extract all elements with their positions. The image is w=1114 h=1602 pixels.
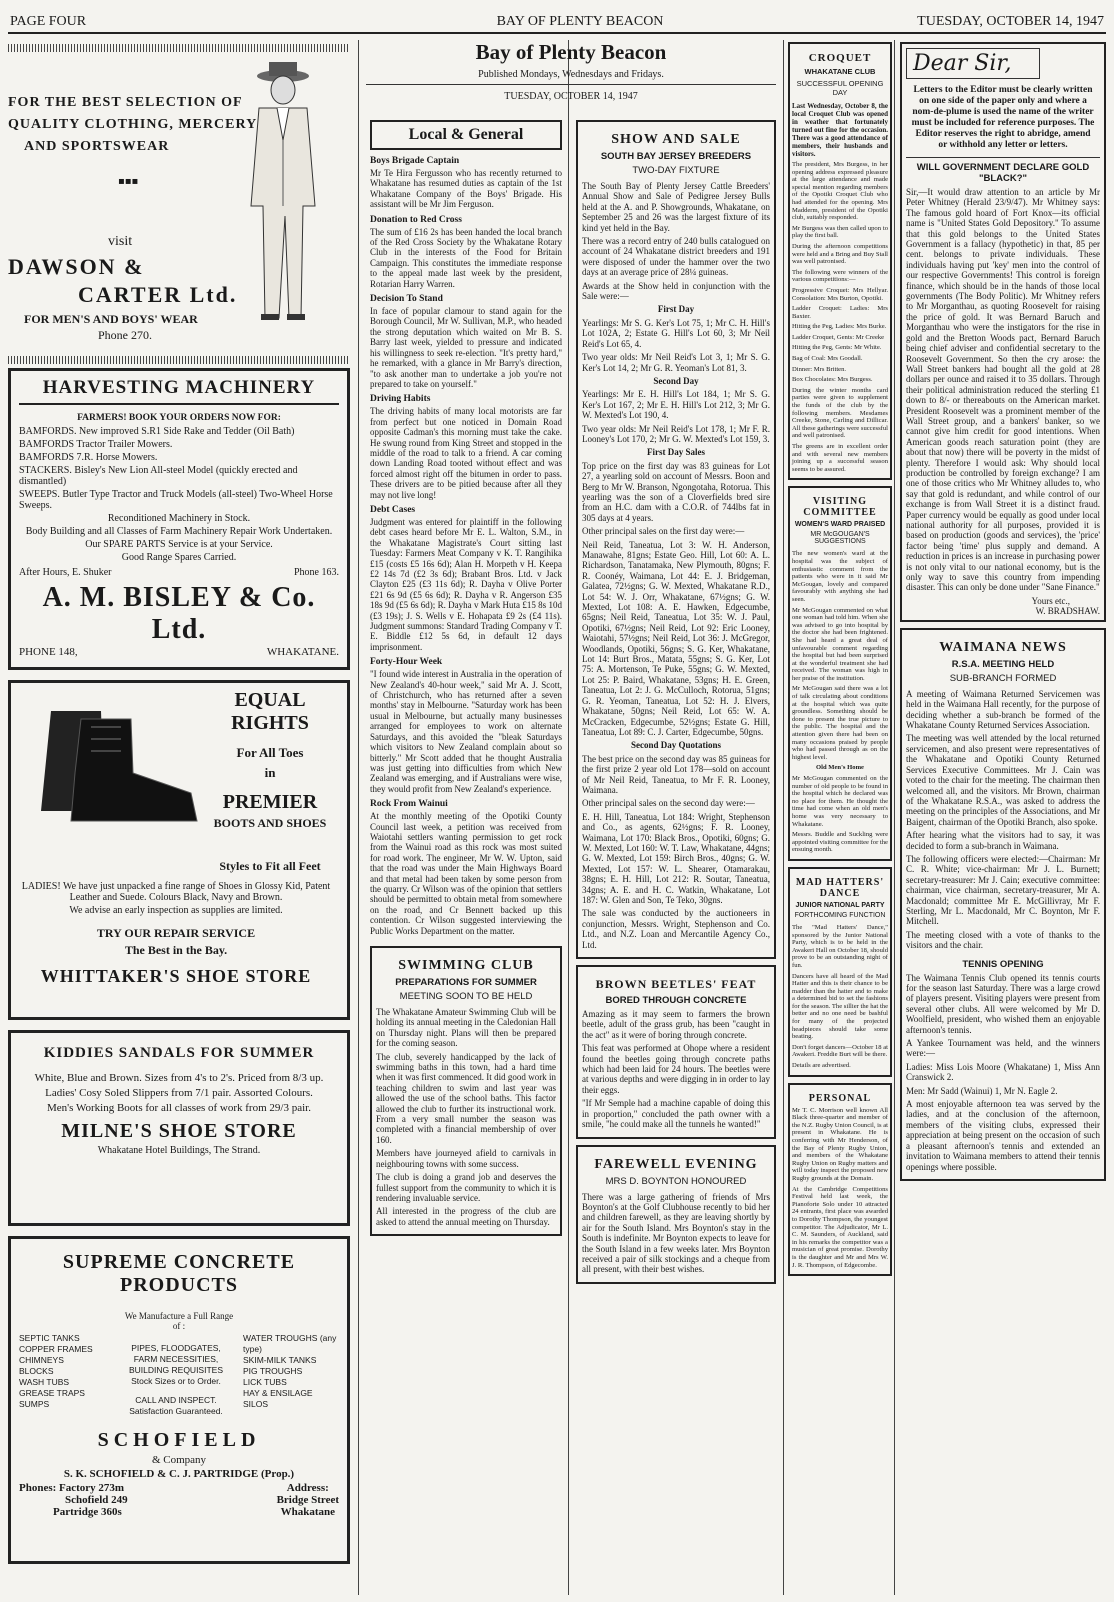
paragraph: There was a large gathering of friends of Mrs Boynton's at the Golf Clubhouse recently to bid her and children farewell, as they are leaving shortly by air for the South Island. Mrs Boynton's stay in the South is indefinite. Mr Boynton expects to leave for the South Island in a few weeks later. Mrs Boynton received a pair of silk stockings and a cheque from all present, with their best wishes. xyxy=(582,1191,770,1275)
item-text: Mr Te Hira Fergusson who has recently returned to Whakatane has resumed duties as captain of the 1st Whakatane Company of the Boys' Brigade. His assistant will be Mr Jim Ferguson. xyxy=(370,168,562,210)
paragraph: Neil Reid, Taneatua, Lot 3: W. H. Anderson, Manawahe, 81gns; Estate Geo. Hill, Lot 60: A. L. Richardson, Tanatamaka, New Plymouth, 80gns; F. R. Coonéy, Waimana, Lot 44: E. J. Bridgeman, Galatea, 72½gns; G. W. Mexted, Whakatane R.D., Lot 54: W. J. Orr, Whakatane, 67½gns; G. W. Mexted, Lot 108: A. E. Hawken, Edgecumbe, 65gns; Neil Reid, Taneatua, Lot 35: W. J. Paul, Opotiki, 67½gns; Neil Reid, Lot 92: Eric Looney, Waiotahi, 57½gns; Neil Reid, Lot 36: J. McGregor, Woodlands, Opotiki, 56gns; S. G. Ker, Whakatane, Lot 14: Burt Bros., Matata, 55gns; S. G. Ker, Lot 75: A. Mortenson, Te Puke, 55gns; G. W. Mexted, Lot 25: P. Baird, Whakatane, 53gns; H. E. Green, Taneatua, Lot 2: J. G. McCulloch, Rotorua, 51gns; G. R. Yeoman, Taneatua, Lot 52: H. J. Elvers, Whakatane, 50gns; Neil Reid, Lot 65: W. A. McCracken, Edgecumbe, 52½gns; Estate G. Hill, Taneatua, Lot 89: C. J. Carter, Edgecumbe, 50gns. xyxy=(582,539,770,737)
ad-title: HARVESTING MACHINERY xyxy=(19,377,339,405)
advise-text: We advise an early inspection as supplies are limited. xyxy=(69,905,283,916)
letter-title: WILL GOVERNMENT DECLARE GOLD "BLACK?" xyxy=(906,157,1100,184)
page-header xyxy=(0,0,1114,30)
paragraph: The following were winners of the various competitions:— xyxy=(792,268,888,284)
schofield-name: SCHOFIELD xyxy=(97,1429,261,1451)
schofield-title: SUPREME CONCRETE xyxy=(62,1251,296,1273)
item-text: Judgment was entered for plaintiff in the following debt cases heard before Mr E. L. Walton, S.M., in the Whakatane Magistrate's Court sitting last Tuesday: Farmers Meat Company v K. T. Rangihika £15 (costs £5 16s 6d); Alan H. Morpeth v H. Keepa £2 14s 7d (£2 3s 6d); Brabant Bros. Ltd. v Jack Clayton £25 (£3 11s 6d); R. Dayha v Olive Porter £21 6s 9d (£5 6s 6d); R. Dayha v R. Angerson £35 18s 9d (£5 6s 6d); R. Dayha v Mark Huta £15 8s 10d (£3 19s); J. S. Wells v E. Hohapata £9 2s (£4 11s). Judgment summons: Standard Trading Company v T. E. Biddle £12 5s 6d, in default 12 days imprisonment. xyxy=(370,516,562,652)
paragraph: The meeting was well attended by the local returned servicemen, and also present were representatives of the Whakatane and Opotiki County Returned Services Executive Committees. Mr J. Cain was voted to the chair for the meeting. The chairman then welcomed all, and the visitors. Mr Brown, chairman of the Whakatane R.S.A., was asked to address the meeting on the principles of the Associations, and Mr Baigent, chairman of the Opotiki Branch, also spoke. xyxy=(906,733,1100,827)
letters-notice: Letters to the Editor must be clearly written on one side of the paper only and where a nom-de-plume is used the name of the writer must be included for reference purposes. The Editor reserves the right to abridge, amend or withhold any letter or letters. xyxy=(911,85,1095,150)
tennis-body xyxy=(906,973,1100,1172)
show-body xyxy=(582,181,770,950)
premier-text: PREMIER xyxy=(222,791,318,813)
item-heading: Driving Habits xyxy=(370,394,431,405)
dawson-name: DAWSON & xyxy=(8,254,145,279)
paragraph: During the afternoon competitions were held and a Bring and Buy Stall was well patronised. xyxy=(792,242,888,266)
paragraph: First Day Sales xyxy=(647,447,705,458)
section-subtitle: R.S.A. MEETING HELD xyxy=(951,658,1055,670)
paragraph: Yearlings: Mr E. H. Hill's Lot 184, 1; Mr S. G. Ker's Lot 167, 2; Mr E. H. Hill's Lot 212, 3; Mr G. W. Mexted's Lot 190, 4. xyxy=(582,389,770,421)
local-general-title: Local & General xyxy=(408,126,524,143)
call-inspect: CALL AND INSPECT. xyxy=(135,1395,217,1405)
waimana-section xyxy=(900,628,1106,1181)
item-heading: Rock From Wainui xyxy=(370,799,448,810)
product-item: FARM NECESSITIES, xyxy=(133,1354,219,1364)
section-subtitle: TWO-DAY FIXTURE xyxy=(632,165,720,176)
local-column xyxy=(370,118,562,1595)
section-subtitle: SUCCESSFUL OPENING DAY xyxy=(796,79,884,97)
letter-sign: Yours etc., xyxy=(1031,595,1070,606)
paragraph: During the winter months card parties were given to supplement the funds of the club by the following members. Mesdames Creeke, Stone, Carling and Dillicar. All these gatherings were successful and well patronised. xyxy=(792,386,888,440)
farewell-section xyxy=(576,1145,776,1284)
paragraph: Ladies: Miss Lois Moore (Whakatane) 1, Miss Ann Cranswick 2. xyxy=(906,1061,1100,1083)
section-subtitle: FORTHCOMING FUNCTION xyxy=(794,911,886,919)
item-heading: Decision To Stand xyxy=(370,294,443,305)
paragraph: The new women's ward at the hospital was the subject of enthusiastic comment from the patients who were in it said Mr McGougan, lovely and compared favourably with anything she had seen. xyxy=(792,550,888,603)
ad-milne xyxy=(8,1030,350,1226)
ad-lead: FARMERS! BOOK YOUR ORDERS NOW FOR: xyxy=(77,413,281,423)
milne-line: White, Blue and Brown. Sizes from 4's to 2's. Priced from 8/3 up. xyxy=(34,1072,324,1084)
section-title: CROQUET xyxy=(808,52,872,64)
farewell-body xyxy=(582,1192,770,1275)
swimming-body xyxy=(376,1007,556,1227)
paragraph: The following officers were elected:—Chairman: Mr C. R. White; vice-chairman: Mr J. L. Burnett; secretary-treasurer: Mr J. Cain; executive committee: chairman, vice chairman, secretary-treasurer, Mr A. Macdonald; committee Mr E. McGillivray, Mr F. Sterling, Mr L. Macdonald, Mr C. Boynton, Mr F. Mitchell. xyxy=(906,853,1100,927)
croquet-body xyxy=(792,161,888,473)
paragraph: Dancers have all heard of the Mad Hatter and this is their chance to be madder than the hatter and to make a determined bid to set the fashions for the season. The sillier the hat the better and no one need be bashful for many of the projected headpieces should take some beating. xyxy=(792,972,888,1041)
paragraph: Hitting the Peg, Gents: Mr White. xyxy=(792,344,882,352)
section-title: MAD HATTERS' DANCE xyxy=(795,876,885,899)
column-rule xyxy=(358,40,359,1595)
show-sale-section xyxy=(576,120,776,959)
schofield-address: Address: xyxy=(286,1482,329,1494)
section-subtitle: BORED THROUGH CONCRETE xyxy=(605,995,747,1007)
croquet-section xyxy=(788,42,892,480)
item-text: "I found wide interest in Australia in the operation of New Zealand's 40-hour week," said Mr A. J. Scott, of Christchurch, who has returned after a seven months' stay in Melbourne. "Saturday work has been usual in Melbourne, but actually many businesses arranged for employees to work on alternate Saturdays, and this avoided the "bleak Saturdays which visitors to New Zealand complain about so bitterly." Mr Scott added that he thought Australia was just getting into difficulties from which New Zealand was emerging, and if Australians were wise, they would profit from New Zealand's experience. xyxy=(370,669,562,794)
boots-illustration xyxy=(21,701,201,831)
hatch-rule xyxy=(8,44,350,52)
dots-ornament: ▪▪▪ xyxy=(118,176,139,187)
paragraph: Two year olds: Mr Neil Reid's Lot 178, 1; Mr F. R. Looney's Lot 170, 2; Mr G. W. Mexted's Lot 159, 3. xyxy=(582,423,770,444)
ad-dawson-carter xyxy=(8,56,350,342)
paragraph: Mr Burgess was then called upon to play the first ball. xyxy=(792,224,888,240)
schofield-manufacture: We Manufacture a Full Range of : xyxy=(124,1311,234,1331)
product-item: HAY & ENSILAGE SILOS xyxy=(243,1388,313,1409)
paragraph: Details are advertised. xyxy=(792,1062,851,1070)
section-title: WAIMANA NEWS xyxy=(939,639,1067,655)
schofield-phone: Phones: Factory 273m xyxy=(19,1482,125,1494)
visit-label: visit xyxy=(108,234,133,249)
madhatters-section xyxy=(788,867,892,1077)
section-subtitle: SUB-BRANCH FORMED xyxy=(949,672,1057,684)
product-item: WASH TUBS xyxy=(19,1377,70,1387)
ladies-text: LADIES! We have just unpacked a fine range of Shoes in Glossy Kid, Patent Leather and Suede. Colours Black, Navy and Brown. xyxy=(21,881,331,903)
swimming-section xyxy=(370,946,562,1236)
satisfaction: Satisfaction Guaranteed. xyxy=(129,1406,223,1416)
paragraph: Hitting the Peg, Ladies: Mrs Burke. xyxy=(792,323,887,331)
styles-text: Styles to Fit all Feet xyxy=(219,859,321,873)
ad-item: BAMFORDS Tractor Trailer Mowers. xyxy=(19,439,173,450)
beetles-body xyxy=(582,1009,770,1129)
personal-body xyxy=(792,1107,888,1269)
paragraph: At the Cambridge Competitions Festival held last week, the Pianoforte Solo under 10 attracted 24 entrants, first place was awarded to Dorothy Thompson, the youngest competitor. The Adjudicator, Mr L. C. M. Saunders, of Auckland, said in his remarks the competitor was a musician of great promise. Dorothy is the daughter and Mr and Mrs W. J. R. Thompson, of Edgecombe. xyxy=(792,1185,888,1269)
schofield-address: Whakatane xyxy=(280,1506,335,1518)
section-subtitle: JUNIOR NATIONAL PARTY xyxy=(795,901,885,909)
boots-text: BOOTS AND SHOES xyxy=(213,816,327,830)
page-date: TUESDAY, OCTOBER 14, 1947 xyxy=(917,14,1104,29)
paragraph: The club, severely handicapped by the lack of swimming baths in this town, had a hard time when it was first commenced. It did good work in teaching children to swim and last year was allowed the use of the school baths. This factor allowed the club to further its instructional work. From a very small number the season was completed with a financial membership of over 160. xyxy=(376,1051,556,1145)
product-item: Stock Sizes or to Order. xyxy=(131,1376,221,1386)
paragraph: The greens are in excellent order and with several new members joining up a successful season seems to be assured. xyxy=(792,443,888,473)
paper-name: BAY OF PLENTY BEACON xyxy=(496,14,664,29)
section-title: SHOW AND SALE xyxy=(611,132,741,147)
item-heading: Boys Brigade Captain xyxy=(370,156,460,166)
paragraph: The club is doing a grand job and deserves the fullest support from the community to which it is rendering invaluable service. xyxy=(376,1172,556,1203)
product-item: BUILDING REQUISITES xyxy=(129,1365,223,1375)
ad-line: QUALITY CLOTHING, MERCERY xyxy=(8,117,258,132)
paragraph: A Yankee Tournament was held, and the winners were:— xyxy=(906,1038,1100,1059)
paragraph: Amazing as it may seem to farmers the brown beetle, adult of the grass grub, has been "caught in the act" as it were of boring through concrete. xyxy=(582,1009,770,1040)
paragraph: Mr T. C. Morrison well known All Black three-quarter and member of the N.Z. Rugby Union Council, is at present in Whakatane. He is conferring with Mr Henderson, of the Bay of Plenty Rugby Union, and members of the Whakatane Rugby Union on Rugby matters and will today inspect the proposed new Rugby grounds at the Domain. xyxy=(792,1106,888,1182)
show-column xyxy=(576,118,776,1595)
paragraph: This feat was performed at Ohope where a resident found the beetles going through concrete paths which had been laid for 24 hours. The beetles were at various depths and were digging in in order to lay their eggs. xyxy=(582,1043,770,1095)
carter-name: CARTER Ltd. xyxy=(78,282,238,307)
paragraph: Old Men's Home xyxy=(816,764,864,772)
section-subtitle: MRS D. BOYNTON HONOURED xyxy=(605,1175,747,1187)
column-rule xyxy=(894,40,895,1595)
item-heading: Debt Cases xyxy=(370,504,416,515)
section-subtitle: WOMEN'S WARD PRAISED xyxy=(794,521,886,529)
milne-address: Whakatane Hotel Buildings, The Strand. xyxy=(97,1145,261,1156)
paragraph: A most enjoyable afternoon tea was served by the ladies, and at the conclusion of the afternoon, members of the visiting clubs, expressed their appreciation at being present on the occasion of such a pleasant afternoon's tennis and extended an invitation to Waimana members to attend their tennis openings where possible. xyxy=(906,1099,1100,1172)
paragraph: Dinner: Mrs Britten. xyxy=(792,365,847,373)
item-heading: Forty-Hour Week xyxy=(370,657,443,668)
dear-sir-logo: Dear Sir, xyxy=(906,48,1040,79)
masthead-title: Bay of Plenty Beacon xyxy=(475,40,667,64)
product-item: BLOCKS xyxy=(19,1366,54,1376)
rights-text: RIGHTS xyxy=(231,712,309,734)
ad-whittaker xyxy=(8,680,350,1020)
visiting-body xyxy=(792,550,888,854)
paragraph: The meeting closed with a vote of thanks to the visitors and the chair. xyxy=(906,929,1100,951)
paragraph: The Whakatane Amateur Swimming Club will be holding its annual meeting in the Caledonian Hall on Thursday night. Plans will then be prepared for the coming season. xyxy=(376,1007,556,1049)
paragraph: Progressive Croquet: Mrs Hellyar. Consolation: Mrs Burton, Opotiki. xyxy=(792,286,888,302)
product-item: PIG TROUGHS xyxy=(243,1366,303,1376)
product-item: PIPES, FLOODGATES, xyxy=(131,1343,221,1353)
paragraph: Box Chocolates: Mrs Burgess. xyxy=(792,376,873,384)
croquet-lead: Last Wednesday, October 8, the local Croquet Club was opened in weather that fortunately turned out fine for the occasion. There was a good attendance of members, their husbands and visitors. xyxy=(792,102,888,158)
masthead xyxy=(366,40,776,102)
section-title: BROWN BEETLES' FEAT xyxy=(595,977,757,992)
ad-schofield xyxy=(8,1236,350,1564)
paragraph: After hearing what the visitors had to say, it was decided to form a sub-branch in Waimana. xyxy=(906,830,1100,851)
paragraph: The president, Mrs Burgess, in her opening address expressed pleasure at the large attendance and made special mention regarding members of the Opotiki Croquet Club who had attended for the opening. Mrs Madderm, president of the Opotiki club, suitably responded. xyxy=(792,161,888,222)
paragraph: The Waimana Tennis Club opened its tennis courts for the season last Saturday. There was a large crowd of players present. Visiting players were present from several other clubs. All were welcomed by Mr D. Woolfield, president, who wished them an enjoyable afternoon's tennis. xyxy=(906,972,1100,1035)
repair-text: TRY OUR REPAIR SERVICE xyxy=(96,926,256,940)
ad-item: SWEEPS. Butler Type Tractor and Truck Models (all-steel) Two-Wheel Horse Sweeps. xyxy=(19,489,333,511)
ad-line: AND SPORTSWEAR xyxy=(24,139,170,154)
personal-section xyxy=(788,1083,892,1276)
paragraph: Mr McGougan said there was a lot of talk circulating about conditions at the hospital which was quite groundless. Something should be done to present the true picture to the public. The hospital and the attention given there had been on many occasions praised by people who had passed through as on the highest level. xyxy=(792,685,888,761)
ad-item: Body Building and all Classes of Farm Machinery Repair Work Undertaken. xyxy=(25,526,333,537)
paragraph: All interested in the progress of the club are asked to attend the annual meeting on Thursday. xyxy=(376,1206,556,1227)
page-number: PAGE FOUR xyxy=(10,14,87,29)
ad-item: BAMFORDS. New improved S.R1 Side Rake and Tedder (Oil Bath) xyxy=(19,426,295,437)
paragraph: There was a record entry of 240 bulls catalogued on account of 24 Whakatane district breeders and 191 were disposed of under the hammer over the two days at an average price of 28¼ guineas. xyxy=(582,236,770,278)
paragraph: Messrs. Buddle and Suckling were appointed visiting committee for the ensuing month. xyxy=(792,831,888,854)
beetles-section xyxy=(576,965,776,1138)
ad-item: Reconditioned Machinery in Stock. xyxy=(107,513,251,524)
item-text: The sum of £16 2s has been handed the local branch of the Red Cross Society by the Whakatane Rotary Club in the interests of the Food for Britain Campaign. This constitutes the immediate response to the appeal made last week by the president, Rotarian Harry Warren. xyxy=(370,226,562,289)
paragraph: "If Mr Semple had a machine capable of doing this in proportion," concluded the path owner with a smile, "he could make all the tunnels he wanted!" xyxy=(582,1098,770,1130)
paragraph: Mr McGougan commented on the number of old people to be found in the hospital which he declared was no place for them. He thought the time had come when an old men's home was very necessary to Whakatane. xyxy=(792,775,888,828)
letter-sign: W. BRADSHAW. xyxy=(1035,605,1100,616)
masthead-date: TUESDAY, OCTOBER 14, 1947 xyxy=(504,91,638,102)
paragraph: Members have journeyed afield to carnivals in neighbouring towns with some success. xyxy=(376,1148,556,1169)
section-title: FAREWELL EVENING xyxy=(594,1156,758,1172)
section-title: VISITING COMMITTEE xyxy=(803,496,877,519)
ad-line: FOR THE BEST SELECTION OF xyxy=(8,95,243,110)
milne-name: MILNE'S SHOE STORE xyxy=(61,1120,297,1142)
paragraph: The sale was conducted by the auctioneers in conjunction, Messrs. Wright, Stephenson and Co. Ltd., and N.Z. Loan and Mercantile Agency Co., Ltd. xyxy=(582,908,770,950)
bisley-town: WHAKATANE. xyxy=(266,646,339,658)
local-general-title-box xyxy=(370,120,562,150)
whittaker-name: WHITTAKER'S SHOE STORE xyxy=(40,966,312,986)
paragraph: Bag of Coal: Mrs Goodall. xyxy=(792,355,863,363)
best-text: The Best in the Bay. xyxy=(124,943,228,957)
milne-line: Men's Working Boots for all classes of work from 29/3 pair. xyxy=(47,1102,311,1114)
paragraph: Ladder Croquet: Ladies: Mrs Baxter. xyxy=(792,305,888,320)
bisley-phone: PHONE 148, xyxy=(19,646,78,658)
man-in-suit-illustration xyxy=(233,56,333,326)
schofield-phone: Partridge 360s xyxy=(53,1506,122,1518)
ad-item: BAMFORDS 7.R. Horse Mowers. xyxy=(19,452,158,463)
item-heading: Donation to Red Cross xyxy=(370,214,462,225)
product-item: CHIMNEYS xyxy=(19,1355,64,1365)
section-subtitle: PREPARATIONS FOR SUMMER xyxy=(395,977,537,988)
paragraph: Two year olds: Mr Neil Reid's Lot 3, 1; Mr S. G. Ker's Lot 14, 2; Mr G. R. Yeoman's Lot 81, 3. xyxy=(582,352,770,373)
milne-line: Ladies' Cosy Soled Slippers from 7/1 pair. Assorted Colours. xyxy=(45,1087,313,1099)
paragraph: Don't forget dancers—October 18 at Awakeri. Freddie Burt will be there. xyxy=(792,1043,888,1059)
letters-section xyxy=(900,42,1106,622)
visiting-section xyxy=(788,486,892,861)
paragraph: E. H. Hill, Taneatua, Lot 184: Wright, Stephenson and Co., as agents, 62½gns; F. R. Looney, Waimana, Lot 170: Black Bros., Opotiki, 60gns; G. W. Mexted, Lot 160: W. T. Law, Whakatane, 44gns; G. W. Mexted, Lot 159: Birch Bros., 40gns; G. W. Mexted, Lot 157: W. L. Shearer, Otamarakau, 38gns; E. H. Hill, Lot 212: R. Soutar, Taneatua, 34gns; A. E. and H. C. Watkin, Whakatane, Lot 187: W. Glen and Son, Te Teko, 30gns. xyxy=(582,811,770,905)
after-hours-phone: Phone 163. xyxy=(294,567,339,578)
paragraph: Top price on the first day was 83 guineas for Lot 27, a yearling sold on account of Messrs. Boon and Berg to Mr W. Branson, Ngongotaha, Rotorua. This yearling was the son of a Cloverfields bred sire from an H.C. dam with a C.O.R. of 744lbs fat in 305 days at 4 years. xyxy=(582,460,770,523)
schofield-company: & Company xyxy=(151,1454,207,1466)
section-title: SWIMMING CLUB xyxy=(398,958,534,973)
paragraph: First Day xyxy=(657,304,695,315)
product-item: SKIM-MILK TANKS xyxy=(243,1355,317,1365)
schofield-title: PRODUCTS xyxy=(119,1274,238,1296)
equal-text: EQUAL xyxy=(234,689,306,711)
masthead-published: Published Mondays, Wednesdays and Fridays. xyxy=(366,69,776,85)
section-subtitle: MR McGOUGAN'S SUGGESTIONS xyxy=(810,531,870,546)
paragraph: Men: Mr Sadd (Wainui) 1, Mr N. Eagle 2. xyxy=(906,1085,1058,1096)
section-subtitle: SOUTH BAY JERSEY BREEDERS xyxy=(600,151,752,162)
schofield-props: S. K. SCHOFIELD & C. J. PARTRIDGE (Prop.) xyxy=(63,1468,295,1480)
hatch-rule xyxy=(8,356,350,364)
section-title: PERSONAL xyxy=(808,1092,872,1104)
tennis-title: TENNIS OPENING xyxy=(962,958,1044,970)
paragraph: Other principal sales on the second day were:— xyxy=(582,798,755,809)
letter-body: Sir,—It would draw attention to an article by Mr Peter Whitney (Herald 23/9/47). Mr Whitney says: The famous gold hoard of Fort Knox—its official name is "United States Gold Depository." To assume that this gold belongs to the United States Government is a fallacy (hypothetic) in that, 85 per cent. belongs to private individuals. These individuals having put 'key' men into the control of our respective Governments! This control is foreign finance, which should be in the hands of those local governments (The Body Politic). Mr Whitney refers to Mr Morganthau, as quoting Roosevelt for raising the price of gold. It was Bernard Baruch and Morganthau who were the instigators for the rise in gold and the Bretton Woods pact, Bernard Baruch being chief adviser and confidential secretary to the Roosevelt Government. So then the cry arose: the Wall Street bankers had bought all the gold at 28 dollars per ounce and raised it to 35 dollars. Through their political administration reduced the sterling £1 down to 8/- or thereabouts on the American market. President Roosevelt was a prominent member of the Wall Street group, and a bankers' banker, so we cannot give him credit for good intentions. When American goods reach saturation point (they are about that now) there will be poverty in the midst of plenty. Therefore I would ask: Why should local production be controlled by foreign exchange? I am one of those critics who Mr Whitney alludes to, who say that gold is redundant, and while control of our exchange is from Wall Street it is a distinct fraud. Paper currency would be equally as good under local national authority for all purposes, provided it is based on production (goods and services), the 'price' factor being 'time' plus supply and demand. A reduction in prices is an increase in purchasing power is not only vital to our national economy, but is the only way to save this country from impending disaster. This can only be done under "Sane Finance." xyxy=(906,187,1100,593)
product-item: SUMPS xyxy=(19,1399,50,1409)
schofield-phone: Schofield 249 xyxy=(65,1494,128,1506)
item-text: In face of popular clamour to stand again for the Borough Council, Mr W. Sullivan, M.P., who headed the strong deputation which waited on Mr B. S. Barry last week, yielded to pressure and indicated his willingness to seek re-election. "It's pretty hard," he remarked, with a glance in Mr Barry's direction, "to ask another man to undertake a job you're not prepared to take on yourself." xyxy=(370,306,562,389)
ad-item: STACKERS. Bisley's New Lion All-steel Model (quickly erected and dismantled) xyxy=(19,465,298,487)
ad-title: KIDDIES SANDALS FOR SUMMER xyxy=(43,1045,315,1061)
ad-item: Good Range Spares Carried. xyxy=(121,552,237,563)
after-hours: After Hours, E. Shuker xyxy=(19,567,112,578)
paragraph: Mr McGougan commented on what one woman had told him. When she was advised to go into hospital by the doctor she had been frightened. She had heard a great deal of unfavourable comment regarding the hospital but had been surprised at the wonderful treatment she had received. The woman was high in her praise of the institution. xyxy=(792,606,888,682)
paragraph: Awards at the Show held in conjunction with the Sale were:— xyxy=(582,280,770,302)
product-item: SEPTIC TANKS xyxy=(19,1333,80,1343)
ads-column xyxy=(8,40,350,1595)
section-subtitle: MEETING SOON TO BE HELD xyxy=(399,991,533,1002)
paragraph: Second Day xyxy=(653,375,699,386)
paragraph: Ladder Croquet, Gents: Mr Creeke xyxy=(792,333,885,341)
letters-column xyxy=(900,40,1106,1595)
item-text: At the monthly meeting of the Opotiki County Council last week, a petition was received from Waiotahi settlers wanting permission to get rock from the Wainui road as this rock was most suited for road work. The engineer, Mr W. W. Upton, said that the road was under the Main Highways Board and that metal had been taken by some person from the quarry. Cr Wilson was of the opinion that settlers should be permitted to obtain metal from somewhere on the road, and Cr Bennett backed up this contention. Cr Wilson suggested interviewing the Public Works Department on the matter. xyxy=(370,811,562,936)
croquet-column-main xyxy=(788,40,892,1595)
product-item: GREASE TRAPS xyxy=(19,1388,85,1398)
paragraph: The South Bay of Plenty Jersey Cattle Breeders' Annual Show and Sale of Pedigree Jersey Bulls held at the A. and P. Showgrounds, Whakatane, on September 25 and 26 was the largest fixture of its kind yet held in the Bay. xyxy=(582,181,770,233)
paragraph: The "Mad Hatters' Dance," sponsored by the Junior National Party, which is to be held in the Awakeri Hall on October 18, should prove to be an outstanding night of fun. xyxy=(792,923,888,969)
for-all-toes: For All Toes xyxy=(236,745,304,760)
local-items xyxy=(370,156,562,936)
paragraph: The best price on the second day was 85 guineas for the first prize 2 year old Lot 178—sold on account of Mr Neil Reid, Taneatua, to Mr F. R. Looney, Waimana. xyxy=(582,753,770,795)
schofield-address: Bridge Street xyxy=(276,1494,339,1506)
header-rule xyxy=(8,32,1106,34)
waimana-body xyxy=(906,689,1100,951)
bisley-name: A. M. BISLEY & Co. Ltd. xyxy=(42,582,316,645)
product-item: COPPER FRAMES xyxy=(19,1344,93,1354)
ad-item: Our SPARE PARTS Service is at your Service. xyxy=(85,539,273,550)
paragraph: Other principal sales on the first day were:— xyxy=(582,526,745,537)
dawson-phone: Phone 270. xyxy=(98,328,152,342)
in-text: in xyxy=(264,765,276,780)
product-item: LICK TUBS xyxy=(243,1377,287,1387)
column-rule xyxy=(783,40,784,1595)
dawson-tagline: FOR MEN'S AND BOYS' WEAR xyxy=(24,312,198,326)
column-rule xyxy=(568,40,569,1595)
madhatters-body xyxy=(792,924,888,1070)
paragraph: Second Day Quotations xyxy=(630,740,721,751)
item-text: The driving habits of many local motorists are far from perfect but one noticed in Domain Road opposite Cadman's this morning must take the cake. He swung round from King Street and stopped in the middle of the road to talk to a friend. A car coming down Landing Road tooted without effect and was forced almost right off the bitumen in order to pass. These drivers are to be pitied because after all they may not live long! xyxy=(370,406,562,500)
ad-bisley xyxy=(8,368,350,670)
product-item: WATER TROUGHS (any type) xyxy=(243,1333,337,1354)
paragraph: A meeting of Waimana Returned Servicemen was held in the Waimana Hall recently, for the purpose of deciding whether a sub-branch be formed of the Whakatane County Returned Services Association. xyxy=(906,688,1100,731)
section-subtitle: WHAKATANE CLUB xyxy=(804,67,876,76)
paragraph: Yearlings: Mr S. G. Ker's Lot 75, 1; Mr C. H. Hill's Lot 102A, 2; Estate G. Hill's Lot 60, 3; Mr Neil Reid's Lot 65, 4. xyxy=(582,317,770,349)
